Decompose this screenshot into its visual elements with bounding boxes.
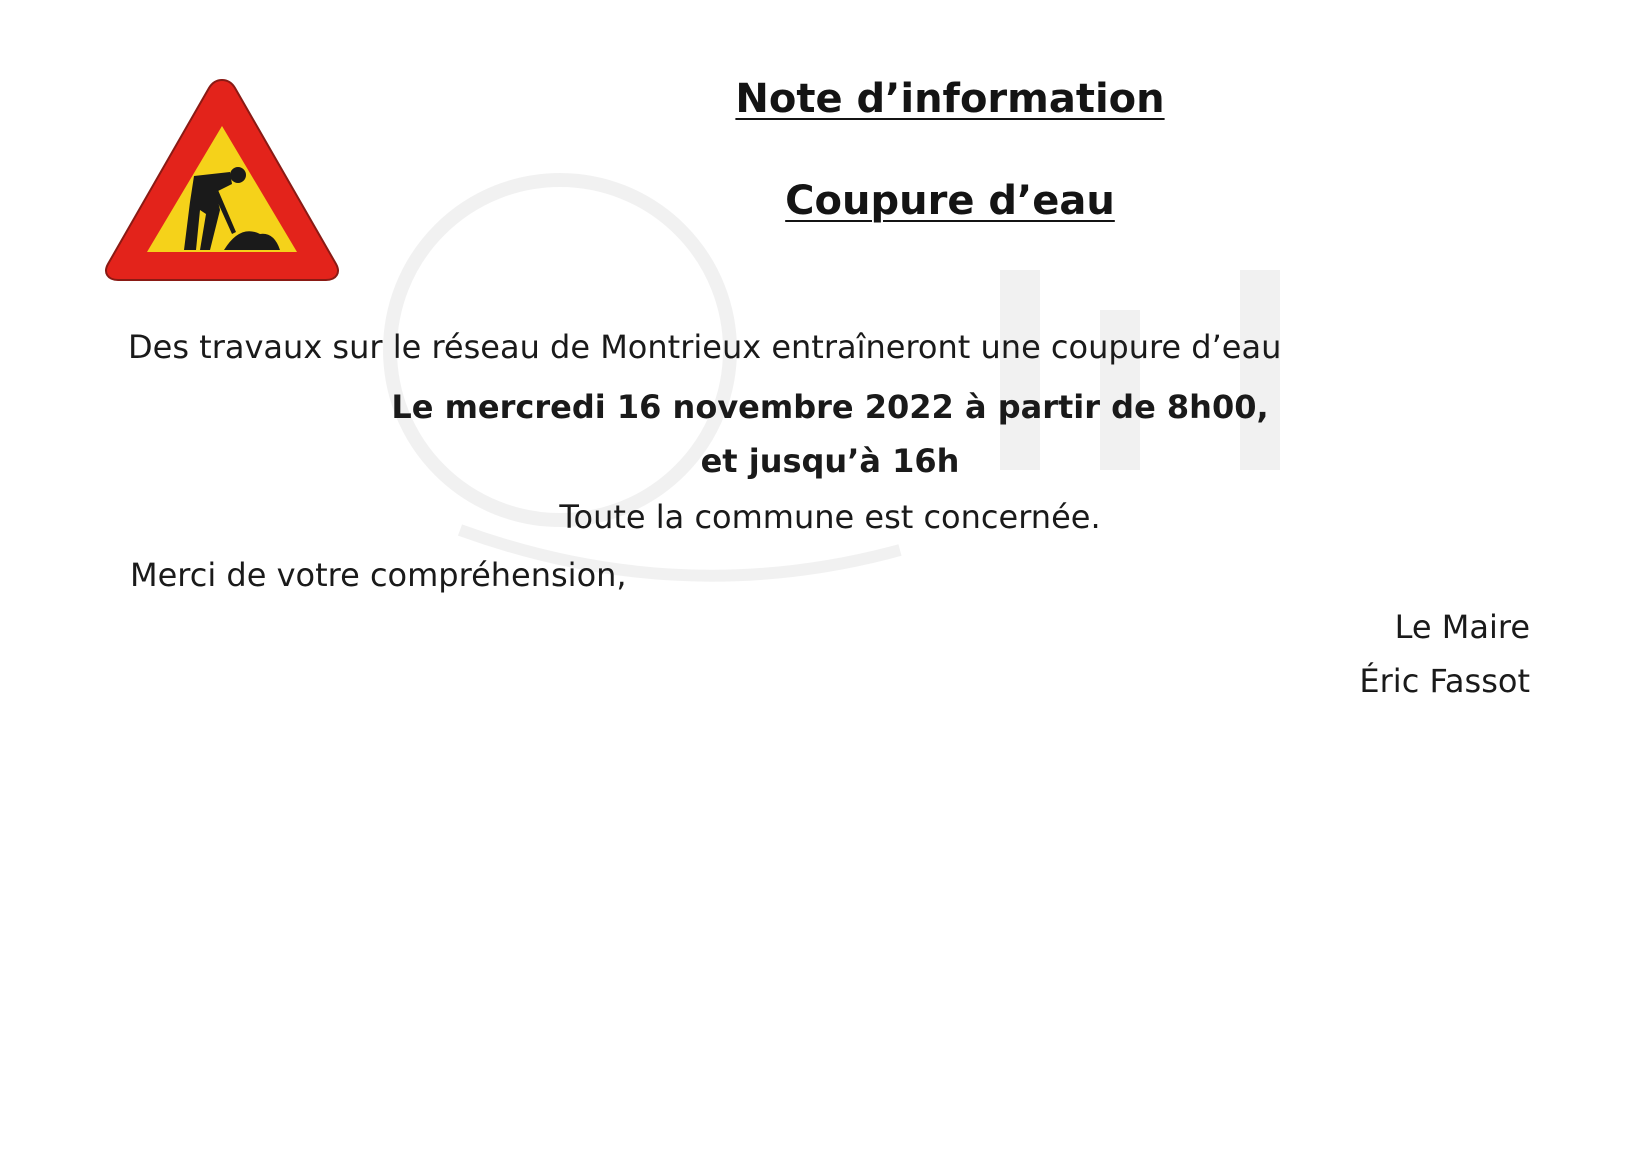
signature-block (1359, 600, 1530, 708)
intro-text: Des travaux sur le réseau de Montrieux entraîneront une coupure d’eau (128, 328, 1282, 366)
notice-subtitle: Coupure d’eau (785, 178, 1115, 224)
until-line: et jusqu’à 16h (700, 442, 960, 480)
signer-role: Le Maire (1394, 608, 1530, 646)
notice-title: Note d’information (735, 76, 1165, 122)
signer-name: Éric Fassot (1359, 662, 1530, 700)
scope-line: Toute la commune est concernée. (559, 498, 1101, 536)
thanks-line: Merci de votre compréhension, (130, 556, 627, 594)
date-line: Le mercredi 16 novembre 2022 à partir de 8h00, (391, 388, 1269, 426)
